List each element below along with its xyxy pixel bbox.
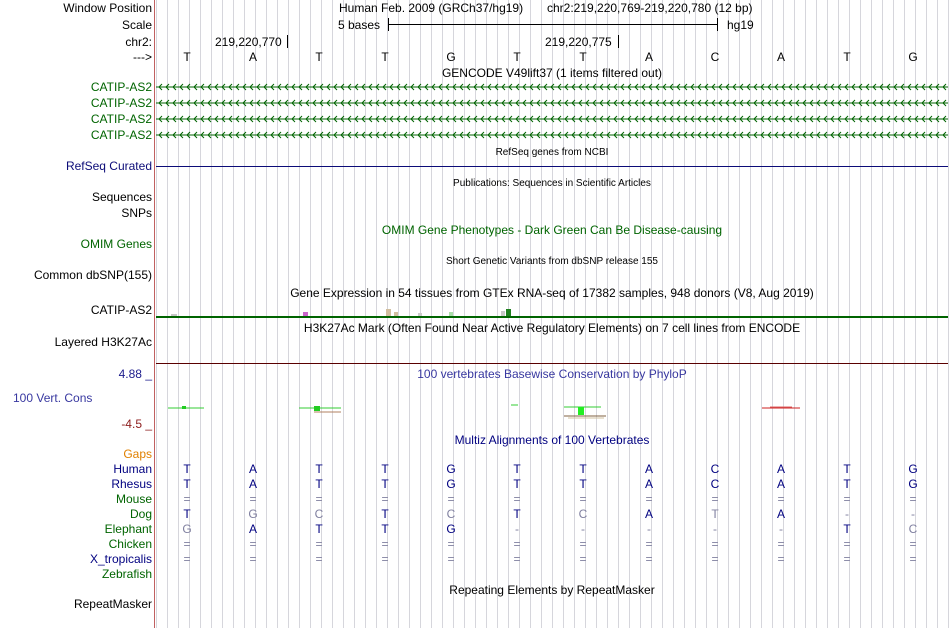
gtex-expression-bars[interactable] <box>156 305 948 319</box>
phylop-max-label: 4.88 _ <box>118 367 152 381</box>
alignment-base: T <box>315 477 323 491</box>
position-text: chr2:219,220,769-219,220,780 (12 bp) <box>547 1 753 15</box>
alignment-base: G <box>908 477 918 491</box>
alignment-base: T <box>843 477 851 491</box>
gencode-item-label[interactable]: CATIP-AS2 <box>90 96 152 110</box>
strand-label[interactable]: ---> <box>133 50 152 64</box>
alignment-base: T <box>183 507 191 521</box>
refseq-gene-line[interactable] <box>156 166 948 167</box>
alignment-base: C <box>446 507 456 521</box>
alignment-base: C <box>578 507 588 521</box>
alignment-base: - <box>911 507 915 521</box>
alignment-base: - <box>713 522 717 536</box>
alignment-base: = <box>315 492 323 506</box>
alignment-base: - <box>647 522 651 536</box>
omim-track-title[interactable]: OMIM Gene Phenotypes - Dark Green Can Be Disease-causing <box>381 223 723 237</box>
base-letter: A <box>248 50 257 64</box>
alignment-base: T <box>513 507 521 521</box>
base-letter: G <box>908 50 918 64</box>
sequences-label[interactable]: Sequences <box>91 190 152 204</box>
alignment-base: - <box>779 522 783 536</box>
species-label[interactable]: Mouse <box>115 492 152 506</box>
alignment-base: = <box>579 537 587 551</box>
alignment-base: A <box>644 477 653 491</box>
dbsnp-track-title[interactable]: Short Genetic Variants from dbSNP release 155 <box>446 256 658 267</box>
alignment-row <box>0 477 950 491</box>
snps-label[interactable]: SNPs <box>121 206 152 220</box>
alignment-base: = <box>315 552 323 566</box>
alignment-base: = <box>513 552 521 566</box>
refseq-label[interactable]: RefSeq Curated <box>65 159 152 173</box>
alignment-base: = <box>447 492 455 506</box>
alignment-row <box>0 462 950 476</box>
alignment-base: = <box>645 537 653 551</box>
alignment-base: = <box>843 552 851 566</box>
alignment-base: = <box>777 492 785 506</box>
alignment-base: T <box>381 507 389 521</box>
omim-label[interactable]: OMIM Genes <box>80 237 152 251</box>
multiz-track-title[interactable]: Multiz Alignments of 100 Vertebrates <box>454 433 650 447</box>
alignment-base: T <box>513 477 521 491</box>
repeatmasker-label[interactable]: RepeatMasker <box>73 597 152 611</box>
db-text: hg19 <box>727 18 754 32</box>
base-letter: T <box>381 50 389 64</box>
h3k27ac-baseline <box>156 363 948 364</box>
alignment-base: - <box>845 507 849 521</box>
alignment-base: A <box>248 522 257 536</box>
species-label[interactable]: X_tropicalis <box>89 552 152 566</box>
alignment-row <box>0 507 950 521</box>
alignment-base: A <box>776 462 785 476</box>
chrom-label[interactable]: chr2: <box>125 35 152 49</box>
coord-label: 219,220,775 <box>545 35 612 49</box>
alignment-base: A <box>776 477 785 491</box>
alignment-base: = <box>249 552 257 566</box>
base-sequence-row <box>0 50 950 64</box>
base-letter: T <box>843 50 851 64</box>
species-label[interactable]: Elephant <box>104 522 152 536</box>
alignment-base: = <box>777 537 785 551</box>
base-letter: A <box>776 50 785 64</box>
alignment-base: T <box>579 462 587 476</box>
gencode-item-label[interactable]: CATIP-AS2 <box>90 112 152 126</box>
species-label[interactable]: Rhesus <box>111 477 152 491</box>
alignment-base: T <box>513 462 521 476</box>
alignment-base: = <box>447 552 455 566</box>
alignment-base: = <box>777 552 785 566</box>
alignment-base: = <box>579 552 587 566</box>
alignment-base: G <box>446 477 456 491</box>
alignment-base: = <box>249 537 257 551</box>
alignment-base: = <box>711 492 719 506</box>
alignment-base: G <box>446 462 456 476</box>
alignment-base: = <box>381 552 389 566</box>
alignment-base: G <box>908 462 918 476</box>
coord-tick <box>618 35 619 48</box>
alignment-base: = <box>249 492 257 506</box>
gencode-item-label[interactable]: CATIP-AS2 <box>90 128 152 142</box>
phylop-min-label: -4.5 _ <box>121 417 152 431</box>
alignment-base: = <box>315 537 323 551</box>
alignment-base: A <box>644 462 653 476</box>
alignment-base: T <box>315 462 323 476</box>
phylop-label[interactable]: 100 Vert. Cons <box>13 391 93 405</box>
alignment-base: C <box>710 477 720 491</box>
dbsnp-label[interactable]: Common dbSNP(155) <box>33 268 152 282</box>
alignment-base: T <box>579 477 587 491</box>
scale-bar <box>388 24 718 25</box>
alignment-base: = <box>579 492 587 506</box>
repeatmasker-track-title[interactable]: Repeating Elements by RepeatMasker <box>449 583 655 597</box>
alignment-row <box>0 567 950 581</box>
coord-label: 219,220,770 <box>215 35 282 49</box>
alignment-base: T <box>381 522 389 536</box>
h3k27ac-track-title[interactable]: H3K27Ac Mark (Often Found Near Active Regulatory Elements) on 7 cell lines from ENCODE <box>303 321 801 335</box>
alignment-base: T <box>843 462 851 476</box>
base-letter: T <box>315 50 323 64</box>
base-letter: A <box>644 50 653 64</box>
alignment-base: T <box>711 507 719 521</box>
phylop-track-title[interactable]: 100 vertebrates Basewise Conservation by PhyloP <box>417 367 687 381</box>
gtex-track-title[interactable]: Gene Expression in 54 tissues from GTEx RNA-seq of 17382 samples, 948 donors (V8, Aug 2019) <box>290 286 814 300</box>
h3k27ac-label[interactable]: Layered H3K27Ac <box>54 335 152 349</box>
alignment-base: = <box>513 537 521 551</box>
refseq-track-title[interactable]: RefSeq genes from NCBI <box>495 147 609 158</box>
alignment-base: C <box>710 462 720 476</box>
alignment-base: A <box>776 507 785 521</box>
coord-tick <box>287 35 288 48</box>
base-letter: T <box>183 50 191 64</box>
publications-track-title[interactable]: Publications: Sequences in Scientific Articles <box>453 178 651 189</box>
alignment-base: = <box>513 492 521 506</box>
alignment-base: - <box>581 522 585 536</box>
alignment-base: = <box>909 537 917 551</box>
scale-bar-tick <box>388 18 389 31</box>
gencode-track-title[interactable]: GENCODE V49lift37 (1 items filtered out) <box>441 66 663 80</box>
alignment-row <box>0 492 950 506</box>
gtex-label[interactable]: CATIP-AS2 <box>90 303 152 317</box>
base-letter: G <box>446 50 456 64</box>
alignment-base: = <box>711 537 719 551</box>
phylop-signal[interactable] <box>156 402 948 422</box>
alignment-base: C <box>314 507 324 521</box>
gencode-item-label[interactable]: CATIP-AS2 <box>90 80 152 94</box>
alignment-base: G <box>182 522 192 536</box>
base-letter: C <box>710 50 720 64</box>
alignment-base: = <box>645 492 653 506</box>
alignment-base: = <box>843 492 851 506</box>
alignment-base: = <box>183 537 191 551</box>
alignment-base: = <box>909 552 917 566</box>
alignment-row <box>0 522 950 536</box>
alignment-base: = <box>183 552 191 566</box>
alignment-base: G <box>248 507 258 521</box>
scale-label[interactable]: Scale <box>121 18 152 32</box>
scale-text: 5 bases <box>338 18 381 32</box>
scale-bar-tick <box>717 18 718 31</box>
alignment-base: A <box>248 477 257 491</box>
base-letter: T <box>579 50 587 64</box>
alignment-base: T <box>315 522 323 536</box>
alignment-base: = <box>843 537 851 551</box>
alignment-base: = <box>909 492 917 506</box>
species-label[interactable]: Human <box>113 462 152 476</box>
alignment-base: = <box>183 492 191 506</box>
alignment-base: T <box>843 522 851 536</box>
alignment-base: - <box>515 522 519 536</box>
alignment-base: A <box>644 507 653 521</box>
alignment-base: T <box>381 477 389 491</box>
window-position-label[interactable]: Window Position <box>63 1 152 15</box>
alignment-base: C <box>908 522 918 536</box>
alignment-base: G <box>446 522 456 536</box>
alignment-base: = <box>381 492 389 506</box>
alignment-base: = <box>645 552 653 566</box>
alignment-base: = <box>447 537 455 551</box>
species-label[interactable]: Dog <box>129 507 152 521</box>
assembly-title: Human Feb. 2009 (GRCh37/hg19) <box>339 1 524 15</box>
species-label[interactable]: Zebrafish <box>101 567 152 581</box>
gencode-gene-lines[interactable] <box>156 80 948 144</box>
base-letter: T <box>513 50 521 64</box>
alignment-base: T <box>183 462 191 476</box>
alignment-base: = <box>711 552 719 566</box>
alignment-base: = <box>381 537 389 551</box>
alignment-base: T <box>381 462 389 476</box>
gaps-label[interactable]: Gaps <box>123 447 152 461</box>
alignment-base: T <box>183 477 191 491</box>
alignment-row <box>0 552 950 566</box>
alignment-row <box>0 537 950 551</box>
species-label[interactable]: Chicken <box>108 537 152 551</box>
alignment-base: A <box>248 462 257 476</box>
